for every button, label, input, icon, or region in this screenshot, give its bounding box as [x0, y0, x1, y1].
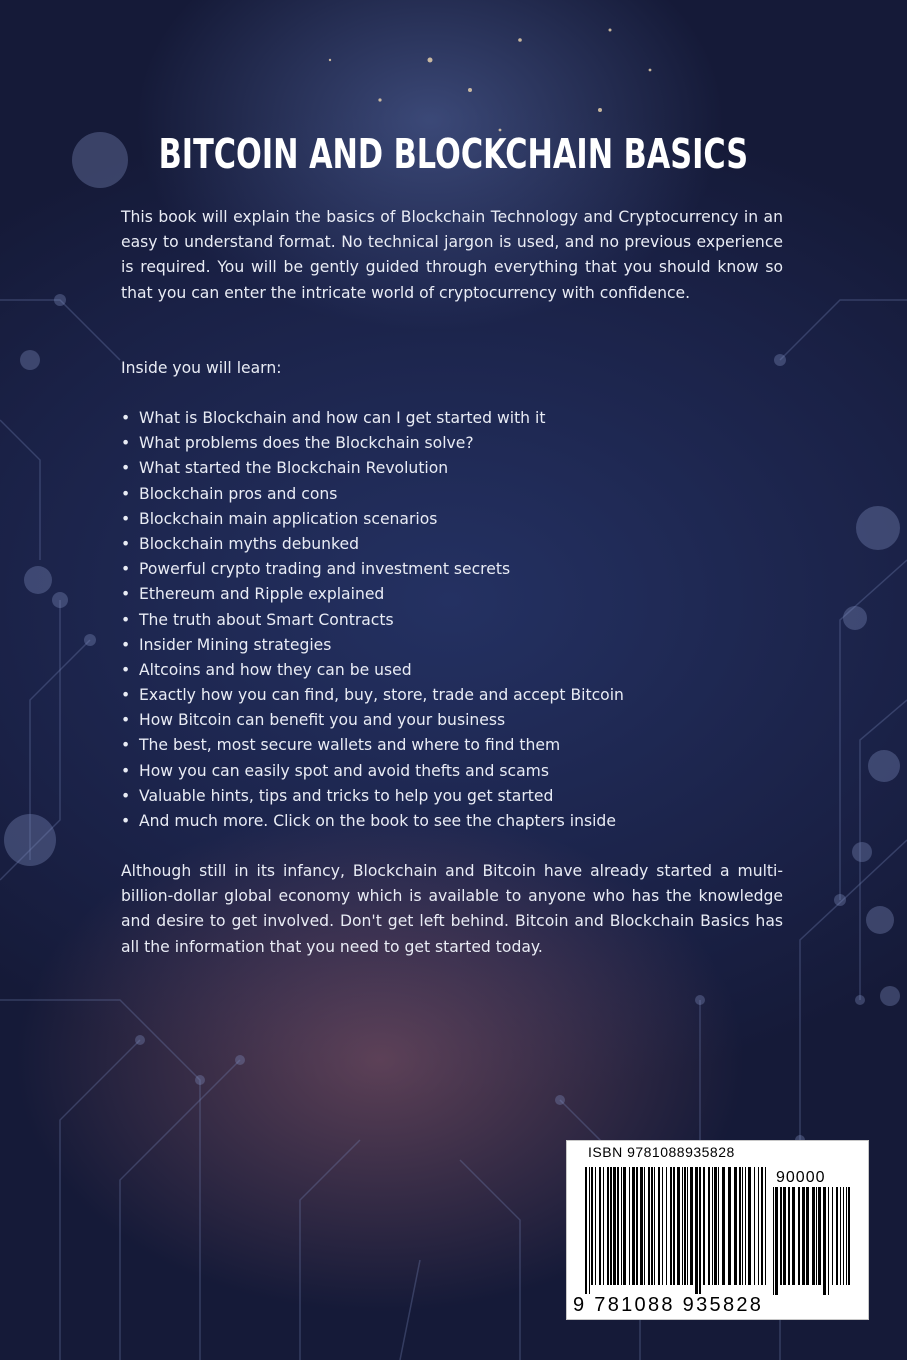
bullet-icon: • — [121, 686, 131, 705]
bullet-icon: • — [121, 761, 131, 780]
learn-item-text: The best, most secure wallets and where to find them — [139, 736, 561, 755]
learn-item-text: Altcoins and how they can be used — [139, 660, 412, 679]
learn-list-item — [121, 633, 821, 658]
learn-item-text: How Bitcoin can benefit you and your business — [139, 711, 506, 730]
learn-item-text: The truth about Smart Contracts — [139, 610, 394, 629]
barcode-bars — [585, 1167, 769, 1297]
learn-item-text: Valuable hints, tips and tricks to help you get started — [139, 786, 554, 805]
price-code: 90000 — [776, 1169, 826, 1186]
learn-list-item — [121, 557, 821, 582]
learn-lead-in: Inside you will learn: — [121, 359, 282, 377]
bullet-icon: • — [121, 660, 131, 679]
bullet-icon: • — [121, 560, 131, 579]
addon-barcode-bars — [773, 1187, 853, 1297]
learn-list — [121, 406, 821, 834]
isbn-label: ISBN 9781088935828 — [588, 1144, 735, 1160]
learn-list-item — [121, 482, 821, 507]
learn-list-item — [121, 809, 821, 834]
learn-list-item — [121, 507, 821, 532]
learn-item-text: Exactly how you can find, buy, store, trade and accept Bitcoin — [139, 686, 624, 705]
intro-paragraph: This book will explain the basics of Blockchain Technology and Cryptocurrency in an easy to understand format. No technical jargon is used, and no previous experience is required. You will be gently guided through everything that you should know so that you can enter the intricate world of cryptocurrency with confidence. — [121, 208, 783, 302]
learn-list-item — [121, 759, 821, 784]
bullet-icon: • — [121, 736, 131, 755]
bullet-icon: • — [121, 585, 131, 604]
learn-list-item — [121, 708, 821, 733]
bullet-icon: • — [121, 409, 131, 427]
learn-list-item — [121, 582, 821, 607]
bullet-icon: • — [121, 812, 131, 830]
bullet-icon: • — [121, 484, 131, 503]
bullet-icon: • — [121, 534, 131, 553]
learn-list-item — [121, 658, 821, 683]
learn-list-item — [121, 608, 821, 633]
learn-item-text: Blockchain main application scenarios — [139, 509, 438, 528]
bullet-icon: • — [121, 434, 131, 453]
isbn-barcode — [566, 1140, 869, 1320]
bullet-icon: • — [121, 509, 131, 528]
learn-list-item — [121, 456, 821, 481]
learn-item-text: And much more. Click on the book to see the chapters inside — [139, 812, 616, 830]
bullet-icon: • — [121, 610, 131, 629]
bullet-icon: • — [121, 635, 131, 654]
learn-list-item — [121, 683, 821, 708]
bullet-icon: • — [121, 459, 131, 478]
learn-item-text: Powerful crypto trading and investment secrets — [139, 560, 511, 579]
learn-list-item — [121, 532, 821, 557]
learn-item-text: How you can easily spot and avoid thefts and scams — [139, 761, 549, 780]
learn-list-item — [121, 431, 821, 456]
learn-item-text: What started the Blockchain Revolution — [139, 459, 449, 478]
bullet-icon: • — [121, 711, 131, 730]
learn-item-text: Ethereum and Ripple explained — [139, 585, 385, 604]
bullet-icon: • — [121, 786, 131, 805]
isbn-digits: 9 781088 935828 — [573, 1294, 764, 1316]
learn-list-item — [121, 406, 821, 431]
learn-list-item — [121, 733, 821, 758]
book-title: BITCOIN AND BLOCKCHAIN BASICS — [158, 130, 749, 178]
learn-list-item — [121, 784, 821, 809]
learn-item-text: What problems does the Blockchain solve? — [139, 434, 474, 453]
learn-item-text: What is Blockchain and how can I get started with it — [139, 409, 546, 427]
learn-item-text: Insider Mining strategies — [139, 635, 332, 654]
learn-item-text: Blockchain pros and cons — [139, 484, 338, 503]
learn-item-text: Blockchain myths debunked — [139, 534, 359, 553]
closing-paragraph: Although still in its infancy, Blockchain and Bitcoin have already started a multi-billion-dollar global economy which is available to anyone who has the knowledge and desire to get involved. Don't get left behind. Bitcoin and Blockchain Basics has all the information that you need to get started today. — [121, 862, 783, 956]
